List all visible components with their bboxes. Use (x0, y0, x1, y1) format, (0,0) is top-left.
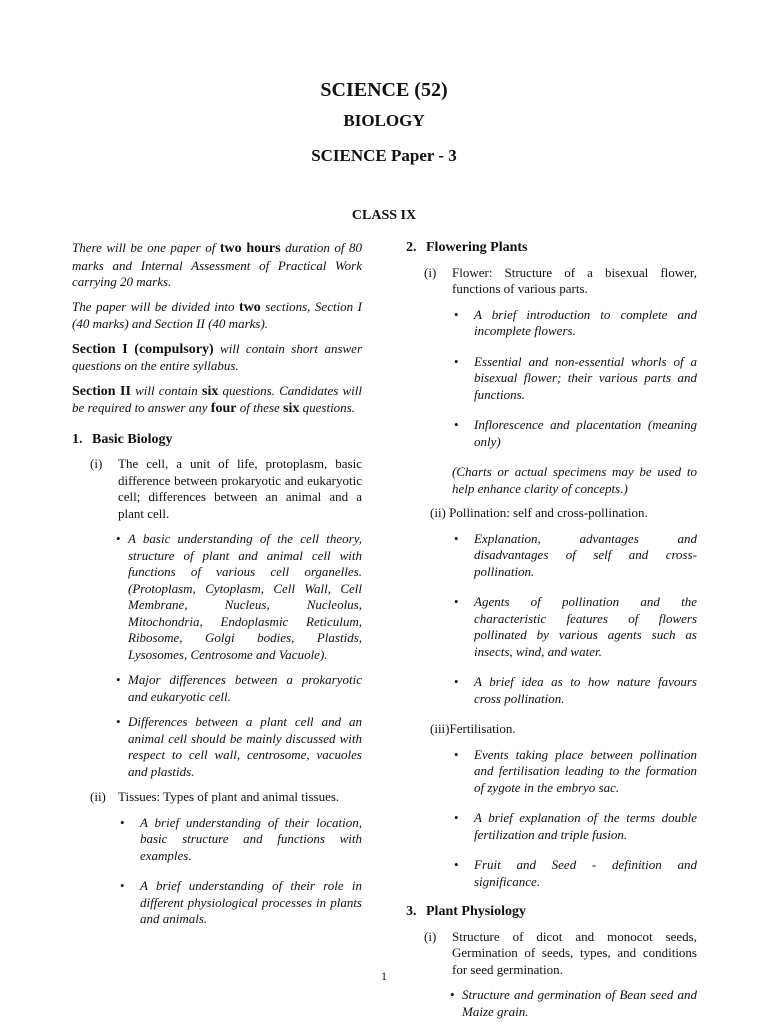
subtopic: (i) The cell, a unit of life, protoplasm, basic difference between prokaryotic and eukaryotic cell; differences between an animal and a plant cell. (90, 456, 362, 521)
section-heading-plant-physiology: 3. Plant Physiology (406, 904, 526, 919)
list-item: • Fruit and Seed - definition and significance. (454, 857, 697, 889)
paper-title: SCIENCE Paper - 3 (311, 146, 457, 165)
bullet-list (406, 307, 697, 451)
section-heading-flowering-plants: 2. Flowering Plants (406, 240, 528, 255)
subtopic: (ii) Pollination: self and cross-pollination. (430, 505, 648, 520)
intro-paragraph-4: Section II will contain six questions. Candidates will be required to answer any four of these six questions. (72, 382, 363, 416)
left-column (72, 240, 362, 942)
right-column (406, 240, 697, 1029)
section-heading-basic-biology: 1. Basic Biology (72, 431, 173, 447)
intro-paragraph-3: Section I (compulsory) will contain short answer questions on the entire syllabus. (72, 340, 362, 373)
list-item: • A basic understanding of the cell theory, structure of plant and animal cell with functions of various cell organelles. (Protoplasm, Cytoplasm, Cell Wall, Cell Membrane, Nucleus, Nucleolus, Mitochondria, Endoplasmic Reticulum, Ribosome, Golgi bodies, Plastids, Lysosomes, Centrosome and Vacuole). (116, 531, 362, 662)
list-item: • A brief understanding of their location, basic structure and functions with examples. (120, 814, 362, 863)
list-item: • Agents of pollination and the characteristic features of flowers pollinated by various agents such as insects, wind, and water. (454, 594, 697, 659)
subtopic: (ii) Tissues: Types of plant and animal tissues. (90, 789, 340, 804)
bullet-list (72, 815, 362, 928)
list-item: • Events taking place between pollination and fertilisation leading to the formation of zygote in the embryo sac. (454, 746, 697, 795)
note-text: (Charts or actual specimens may be used to help enhance clarity of concepts.) (452, 464, 697, 496)
intro-paragraph-2: The paper will be divided into two sections, Section I (40 marks) and Section II (40 marks). (72, 298, 363, 331)
subtopic: (iii)Fertilisation. (430, 721, 516, 736)
list-item: • A brief idea as to how nature favours cross pollination. (454, 674, 697, 706)
bullet-list (406, 987, 697, 1020)
bullet-list (406, 747, 697, 891)
bullet-list (72, 531, 362, 780)
list-item: • Major differences between a prokaryotic and eukaryotic cell. (116, 672, 362, 704)
page-number: 1 (381, 969, 387, 983)
list-item: • Essential and non-essential whorls of a bisexual flower; their various parts and functions. (454, 353, 697, 402)
list-item: • Differences between a plant cell and an animal cell should be mainly discussed with respect to cell wall, centrosome, vacuoles and plastids. (116, 714, 362, 779)
page-header (0, 78, 768, 166)
class-label: CLASS IX (351, 208, 417, 223)
document-title: SCIENCE (52) (320, 79, 448, 101)
list-item: • Explanation, advantages and disadvantages of self and cross-pollination. (454, 530, 697, 579)
subject-title: BIOLOGY (343, 111, 425, 130)
subtopic: (i) Flower: Structure of a bisexual flower, functions of various parts. (424, 264, 697, 296)
list-item: • A brief understanding of their role in different physiological processes in plants and animals. (120, 878, 362, 926)
intro-paragraph-1: There will be one paper of two hours duration of 80 marks and Internal Assessment of Practical Work carrying 20 marks. (72, 240, 362, 289)
list-item: • A brief introduction to complete and incomplete flowers. (454, 306, 697, 338)
subtopic: (i) Structure of dicot and monocot seeds, Germination of seeds, types, and conditions for seed germination. (424, 928, 697, 977)
bullet-list (406, 531, 697, 708)
list-item: • Structure and germination of Bean seed and Maize grain. (450, 987, 697, 1019)
list-item: • Inflorescence and placentation (meaning only) (454, 417, 697, 449)
list-item: • A brief explanation of the terms double fertilization and triple fusion. (454, 810, 697, 842)
